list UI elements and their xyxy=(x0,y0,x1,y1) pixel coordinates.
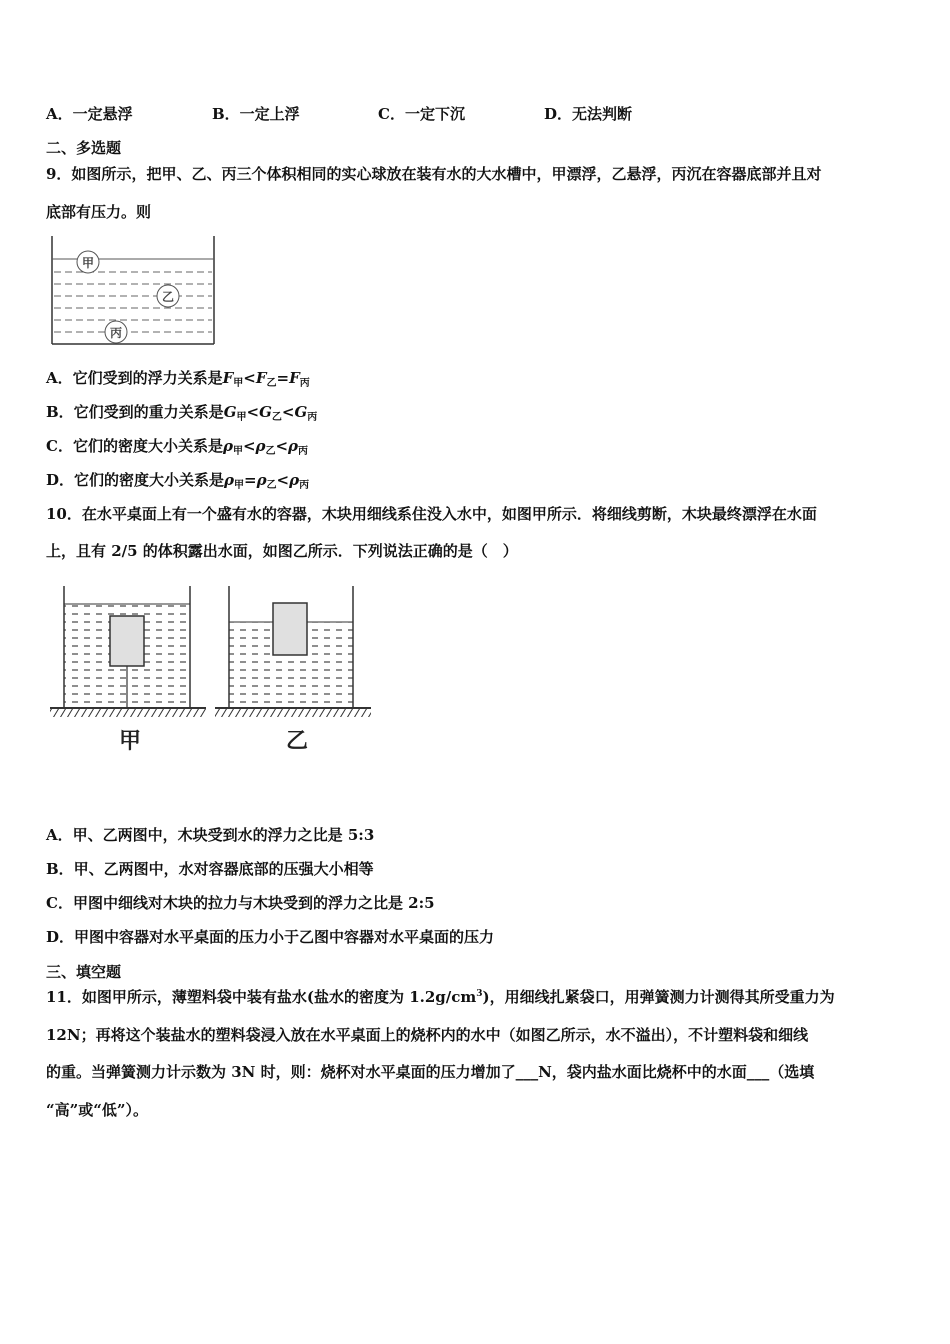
formula-subscript: 乙 xyxy=(266,480,277,491)
q11-line1-text-b: )，用细线扎紧袋口，用弹簧测力计测得其所受重力为 xyxy=(482,988,835,1006)
fig-label-yi: 乙 xyxy=(285,729,309,754)
ball-yi xyxy=(157,285,179,307)
q11-line1-sup: 3 xyxy=(476,989,483,999)
q10-option-b: B．甲、乙两图中，水对容器底部的压强大小相等 xyxy=(46,860,374,878)
formula-subscript: 乙 xyxy=(271,412,282,423)
q9-option-b xyxy=(46,401,317,423)
formula-symbol: <ρ xyxy=(275,437,299,455)
q11-line1-text-a: 11．如图甲所示，薄塑料袋中装有盐水(盐水的密度为 1.2g/cm xyxy=(46,988,477,1006)
ball-bing-label: 丙 xyxy=(109,326,123,340)
q9-option-a xyxy=(46,367,310,389)
formula-symbol: ρ xyxy=(224,471,234,489)
formula-subscript: 甲 xyxy=(234,480,244,491)
q10-option-a: A．甲、乙两图中，木块受到水的浮力之比是 5:3 xyxy=(46,826,375,844)
q11-line2: 12N；再将这个装盐水的塑料袋浸入放在水平桌面上的烧杯内的水中（如图乙所示，水不溢出），不计塑料袋和细线 xyxy=(46,1026,809,1044)
formula-subscript: 丙 xyxy=(299,480,310,491)
container-yi xyxy=(215,586,371,717)
formula-symbol: <G xyxy=(246,403,272,421)
q9-option-prefix: C．它们的密度大小关系是 xyxy=(46,437,223,455)
q9-option-prefix: B．它们受到的重力关系是 xyxy=(46,403,224,421)
formula-symbol: G xyxy=(223,403,237,421)
q9-option-d xyxy=(46,469,309,491)
q9-tank-figure xyxy=(46,232,218,348)
q9-option-prefix: D．它们的密度大小关系是 xyxy=(46,471,225,489)
ball-bing xyxy=(105,321,127,343)
formula-subscript: 乙 xyxy=(265,446,276,457)
formula-symbol: <G xyxy=(281,403,308,421)
q11-line1 xyxy=(46,986,835,1007)
ball-jia-label: 甲 xyxy=(81,256,95,270)
formula-symbol: F xyxy=(222,369,234,387)
q10-figure xyxy=(46,578,376,758)
formula-subscript: 甲 xyxy=(232,446,243,457)
section-title-fill-blank: 三、填空题 xyxy=(46,963,122,981)
formula-symbol: ρ xyxy=(222,437,233,455)
formula-symbol: <ρ xyxy=(276,471,300,489)
q11-line4: “高”或“低”）。 xyxy=(46,1101,149,1119)
wood-block-floating xyxy=(273,603,307,655)
q9-stem-line1: 9．如图所示，把甲、乙、丙三个体积相同的实心球放在装有水的大水槽中，甲漂浮，乙悬浮，丙沉在容器底部并且对 xyxy=(46,165,822,183)
q10-option-c: C．甲图中细线对木块的拉力与木块受到的浮力之比是 2:5 xyxy=(46,894,435,912)
q10-stem-line2: 上，且有 2/5 的体积露出水面，如图乙所示．下列说法正确的是（ ） xyxy=(46,542,518,560)
formula-subscript: 丙 xyxy=(299,378,310,389)
q8-options xyxy=(46,103,632,124)
q9-option-prefix: A．它们受到的浮力关系是 xyxy=(46,369,223,387)
formula-subscript: 乙 xyxy=(266,378,277,389)
fig-label-jia: 甲 xyxy=(118,729,142,754)
formula-subscript: 甲 xyxy=(233,378,244,389)
q8-option-c: C．一定下沉 xyxy=(378,105,465,123)
ball-yi-label: 乙 xyxy=(161,290,175,304)
q8-option-b: B．一定上浮 xyxy=(212,105,300,123)
q9-option-c xyxy=(46,435,308,457)
q11-line3: 的重。当弹簧测力计示数为 3N 时，则：烧杯对水平桌面的压力增加了___N，袋内盐水面比烧杯中的水面___（选填 xyxy=(46,1063,815,1081)
formula-symbol: =F xyxy=(276,369,300,387)
formula-symbol: <F xyxy=(243,369,267,387)
wood-block-submerged xyxy=(110,616,144,666)
q9-stem-line2: 底部有压力。则 xyxy=(46,203,152,221)
formula-subscript: 丙 xyxy=(298,446,309,457)
ball-jia xyxy=(77,251,99,273)
formula-symbol: =ρ xyxy=(244,471,267,489)
q8-option-a: A．一定悬浮 xyxy=(46,105,133,123)
section-title-multiple-choice: 二、多选题 xyxy=(46,139,122,157)
container-jia xyxy=(50,586,206,717)
formula-symbol: <ρ xyxy=(242,437,266,455)
formula-subscript: 甲 xyxy=(236,412,247,423)
formula-subscript: 丙 xyxy=(307,412,318,423)
q8-option-d: D．无法判断 xyxy=(544,105,633,123)
q10-option-d: D．甲图中容器对水平桌面的压力小于乙图中容器对水平桌面的压力 xyxy=(46,928,495,946)
q10-stem-line1: 10．在水平桌面上有一个盛有水的容器，木块用细线系住没入水中，如图甲所示．将细线剪断，木块最终漂浮在水面 xyxy=(46,505,817,523)
